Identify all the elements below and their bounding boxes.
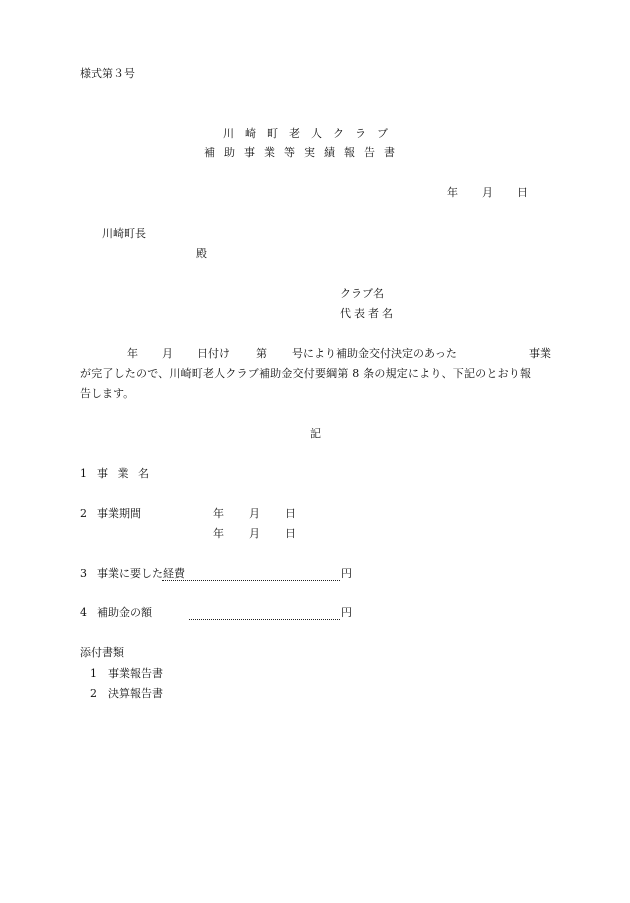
recipient: 川崎町長 [102,227,146,240]
attachment-project-report: 事業報告書 [108,667,163,680]
attachment-number: 2 [90,687,97,700]
item-number: 1 [80,467,87,480]
form-number: 様式第３号 [80,67,135,80]
body-year: 年 [127,347,138,360]
period-to-month: 月 [249,527,260,540]
subsidy-amount-line [189,606,340,620]
date-year: 年 [447,186,458,199]
attachments-heading: 添付書類 [80,646,124,659]
item-number: 2 [80,507,87,520]
date-month: 月 [482,186,493,199]
expenses-unit: 円 [341,567,352,580]
ki-heading: 記 [310,427,321,440]
body-clause: 号により補助金交付決定のあった [292,347,457,360]
period-to-day: 日 [285,527,296,540]
body-dated: 日付け [197,347,230,360]
period-from-month: 月 [249,507,260,520]
attachment-settlement-report: 決算報告書 [108,687,163,700]
attachment-number: 1 [90,667,97,680]
body-line3: 告します。 [80,387,135,400]
period-from-year: 年 [213,507,224,520]
expenses-amount-line [162,567,340,581]
date-day: 日 [517,186,528,199]
body-jigyo: 事業 [529,347,551,360]
period-to-year: 年 [213,527,224,540]
subsidy-unit: 円 [341,606,352,619]
title-report: 補助事業等実績報告書 [204,146,404,159]
club-name-label: クラブ名 [340,287,384,300]
item-label-expenses: 事業に要した経費 [97,567,185,580]
body-dai: 第 [256,347,267,360]
body-month: 月 [162,347,173,360]
item-label-project-name: 事 業 名 [97,467,152,480]
representative-label: 代表者名 [340,307,396,320]
period-from-day: 日 [285,507,296,520]
body-line2: が完了したので、川崎町老人クラブ補助金交付要綱第 8 条の規定により、下記のとおり報 [80,367,532,380]
item-number: 3 [80,567,87,580]
item-number: 4 [80,606,87,619]
honorific: 殿 [196,247,207,260]
item-label-project-period: 事業期間 [97,507,141,520]
item-label-subsidy-amount: 補助金の額 [97,606,152,619]
title-organization: 川崎町老人クラブ [223,127,399,140]
